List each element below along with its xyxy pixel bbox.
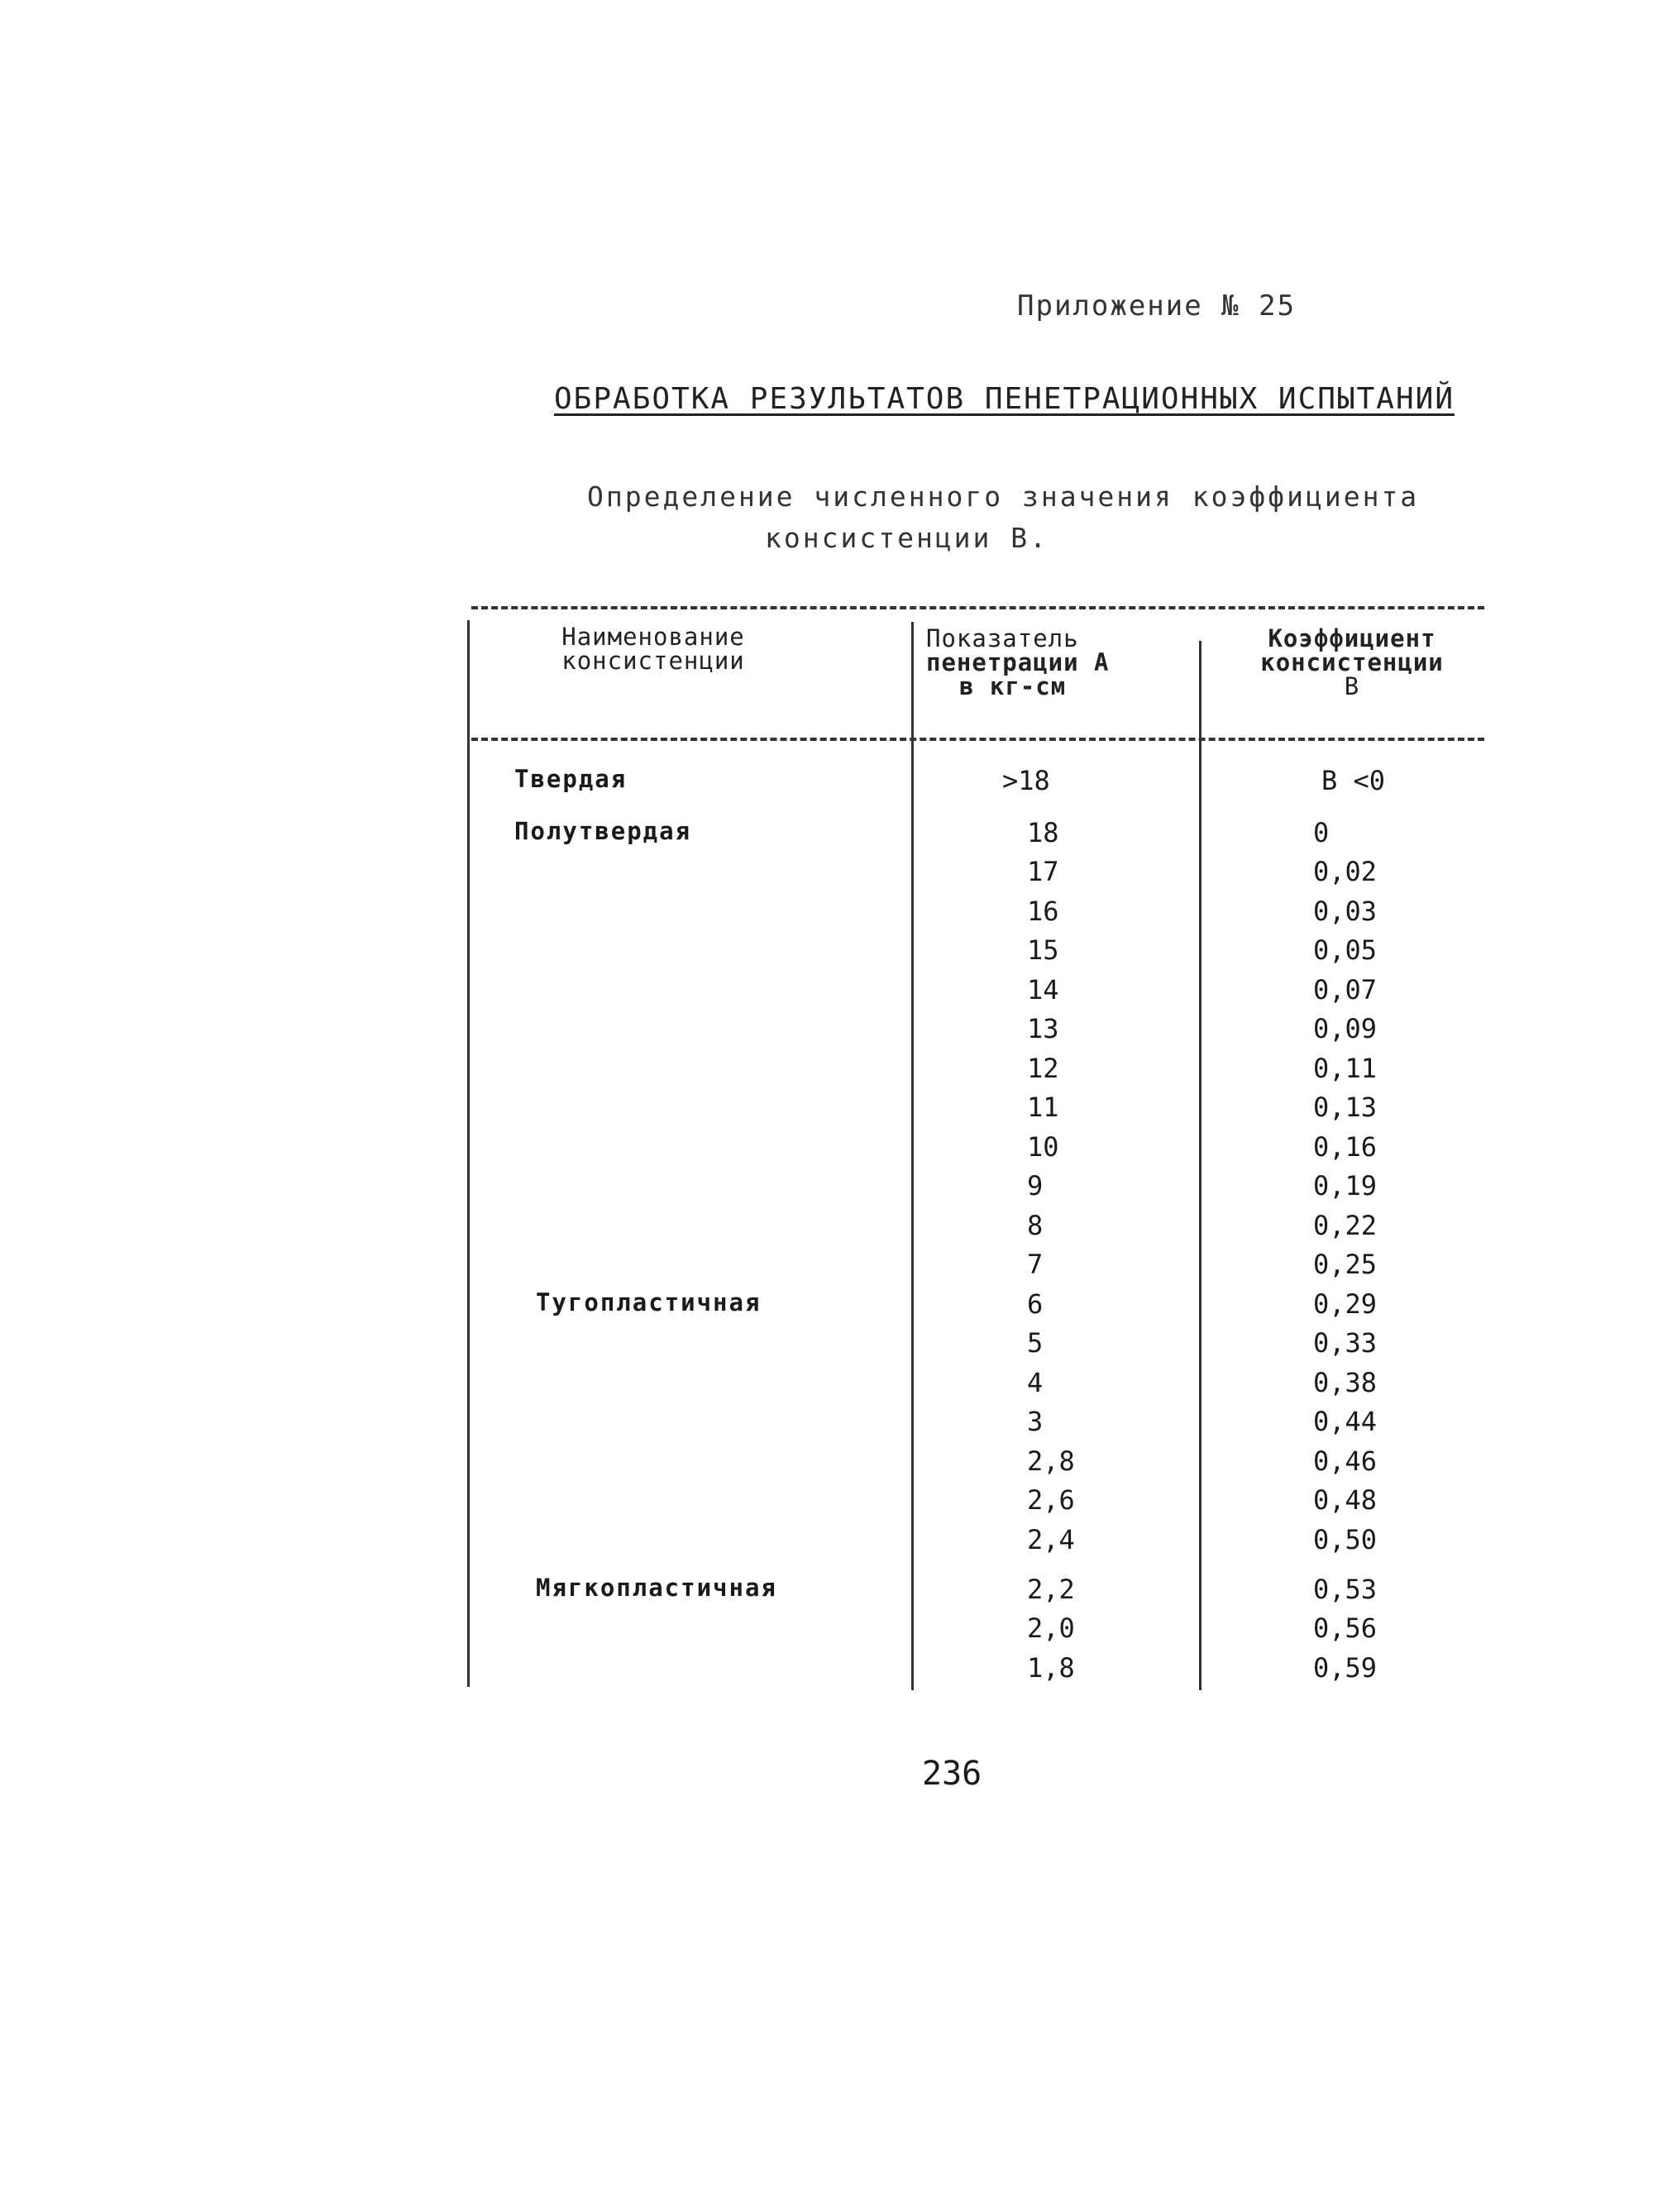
table-header-rule [471,738,1484,741]
table-row [0,817,1672,856]
penetration-cell: 10 [1027,1131,1059,1163]
table-row [0,1092,1672,1130]
penetration-cell: 2,8 [1027,1445,1075,1477]
table-row [0,1013,1672,1052]
consistency-name-cell: Мягкопластичная [536,1574,777,1602]
table-row [0,1327,1672,1366]
penetration-cell: 14 [1027,974,1059,1006]
penetration-cell: 16 [1027,896,1059,927]
penetration-cell: 2,0 [1027,1612,1075,1644]
coefficient-cell: 0,29 [1313,1288,1378,1320]
table-caption-line-2: консистенции В. [765,522,1049,554]
table-row [0,1249,1672,1288]
penetration-cell: 18 [1027,817,1059,848]
penetration-cell: >18 [1002,765,1050,796]
penetration-cell: 2,2 [1027,1574,1075,1605]
table-row [0,1131,1672,1170]
coefficient-cell: 0,33 [1313,1327,1378,1359]
table-caption-line-1: Определение численного значения коэффициента [587,480,1420,513]
penetration-cell: 6 [1027,1288,1044,1320]
header-coefficient-line-1: Коэффициент [1268,624,1436,652]
table-row [0,856,1672,895]
header-penetration-line-3: в кг-см [959,672,1067,700]
table-row [0,1053,1672,1092]
header-coefficient [1253,624,1451,700]
penetration-cell: 7 [1027,1249,1044,1280]
page-number: 236 [922,1755,982,1793]
penetration-cell: 12 [1027,1053,1059,1084]
penetration-cell: 2,4 [1027,1524,1075,1555]
coefficient-cell: 0,25 [1313,1249,1378,1280]
coefficient-cell: 0,59 [1313,1652,1378,1684]
table-row [0,934,1672,973]
consistency-name-cell: Полутвердая [514,817,692,845]
coefficient-cell: 0,50 [1313,1524,1378,1555]
penetration-cell: 4 [1027,1367,1044,1398]
document-title: ОБРАБОТКА РЕЗУЛЬТАТОВ ПЕНЕТРАЦИОННЫХ ИСПЫТАНИЙ [554,382,1455,416]
coefficient-cell: 0,19 [1313,1170,1378,1202]
table-row [0,1574,1672,1612]
header-penetration-line-2: пенетрации А [926,648,1110,676]
header-penetration-line-1: Показатель [926,624,1079,652]
coefficient-cell: 0,03 [1313,896,1378,927]
coefficient-cell: 0,46 [1313,1445,1378,1477]
consistency-name-cell: Твердая [514,765,628,793]
coefficient-cell: 0,05 [1313,934,1378,966]
table-caption [587,476,1419,559]
penetration-cell: 17 [1027,856,1059,887]
coefficient-cell: 0,09 [1313,1013,1378,1044]
coefficient-cell: 0,48 [1313,1484,1378,1516]
header-name-line-2: консистенции [561,647,745,675]
table-row [0,1406,1672,1445]
table-row [0,1170,1672,1209]
coefficient-cell: 0,16 [1313,1131,1378,1163]
penetration-cell: 2,6 [1027,1484,1075,1516]
header-name-line-1: Наименование [561,623,745,651]
penetration-cell: 9 [1027,1170,1044,1202]
coefficient-cell: 0,13 [1313,1092,1378,1123]
table-top-rule [471,606,1484,609]
table-row [0,1524,1672,1563]
appendix-label: Приложение № 25 [1017,289,1297,322]
coefficient-cell: 0,53 [1313,1574,1378,1605]
header-penetration [926,624,1141,700]
header-name [529,625,777,673]
consistency-name-cell: Тугопластичная [536,1288,762,1316]
penetration-cell: 5 [1027,1327,1044,1359]
table-row [0,896,1672,934]
header-coefficient-line-2: консистенции [1260,648,1444,676]
header-coefficient-line-3: В [1344,672,1360,700]
table-row [0,1367,1672,1406]
table-row [0,1210,1672,1249]
penetration-cell: 15 [1027,934,1059,966]
penetration-cell: 13 [1027,1013,1059,1044]
coefficient-cell: 0,11 [1313,1053,1378,1084]
penetration-cell: 3 [1027,1406,1044,1437]
table-row [0,1612,1672,1651]
table-row [0,974,1672,1013]
coefficient-cell: 0,07 [1313,974,1378,1006]
penetration-cell: 8 [1027,1210,1044,1241]
table-row [0,1445,1672,1484]
coefficient-cell: 0 [1313,817,1330,848]
table-row [0,1652,1672,1691]
coefficient-cell: В <0 [1321,765,1386,796]
table-row [0,1484,1672,1523]
coefficient-cell: 0,38 [1313,1367,1378,1398]
penetration-cell: 11 [1027,1092,1059,1123]
table-row [0,765,1672,804]
coefficient-cell: 0,56 [1313,1612,1378,1644]
penetration-cell: 1,8 [1027,1652,1075,1684]
coefficient-cell: 0,22 [1313,1210,1378,1241]
table-row [0,1288,1672,1327]
coefficient-cell: 0,02 [1313,856,1378,887]
coefficient-cell: 0,44 [1313,1406,1378,1437]
